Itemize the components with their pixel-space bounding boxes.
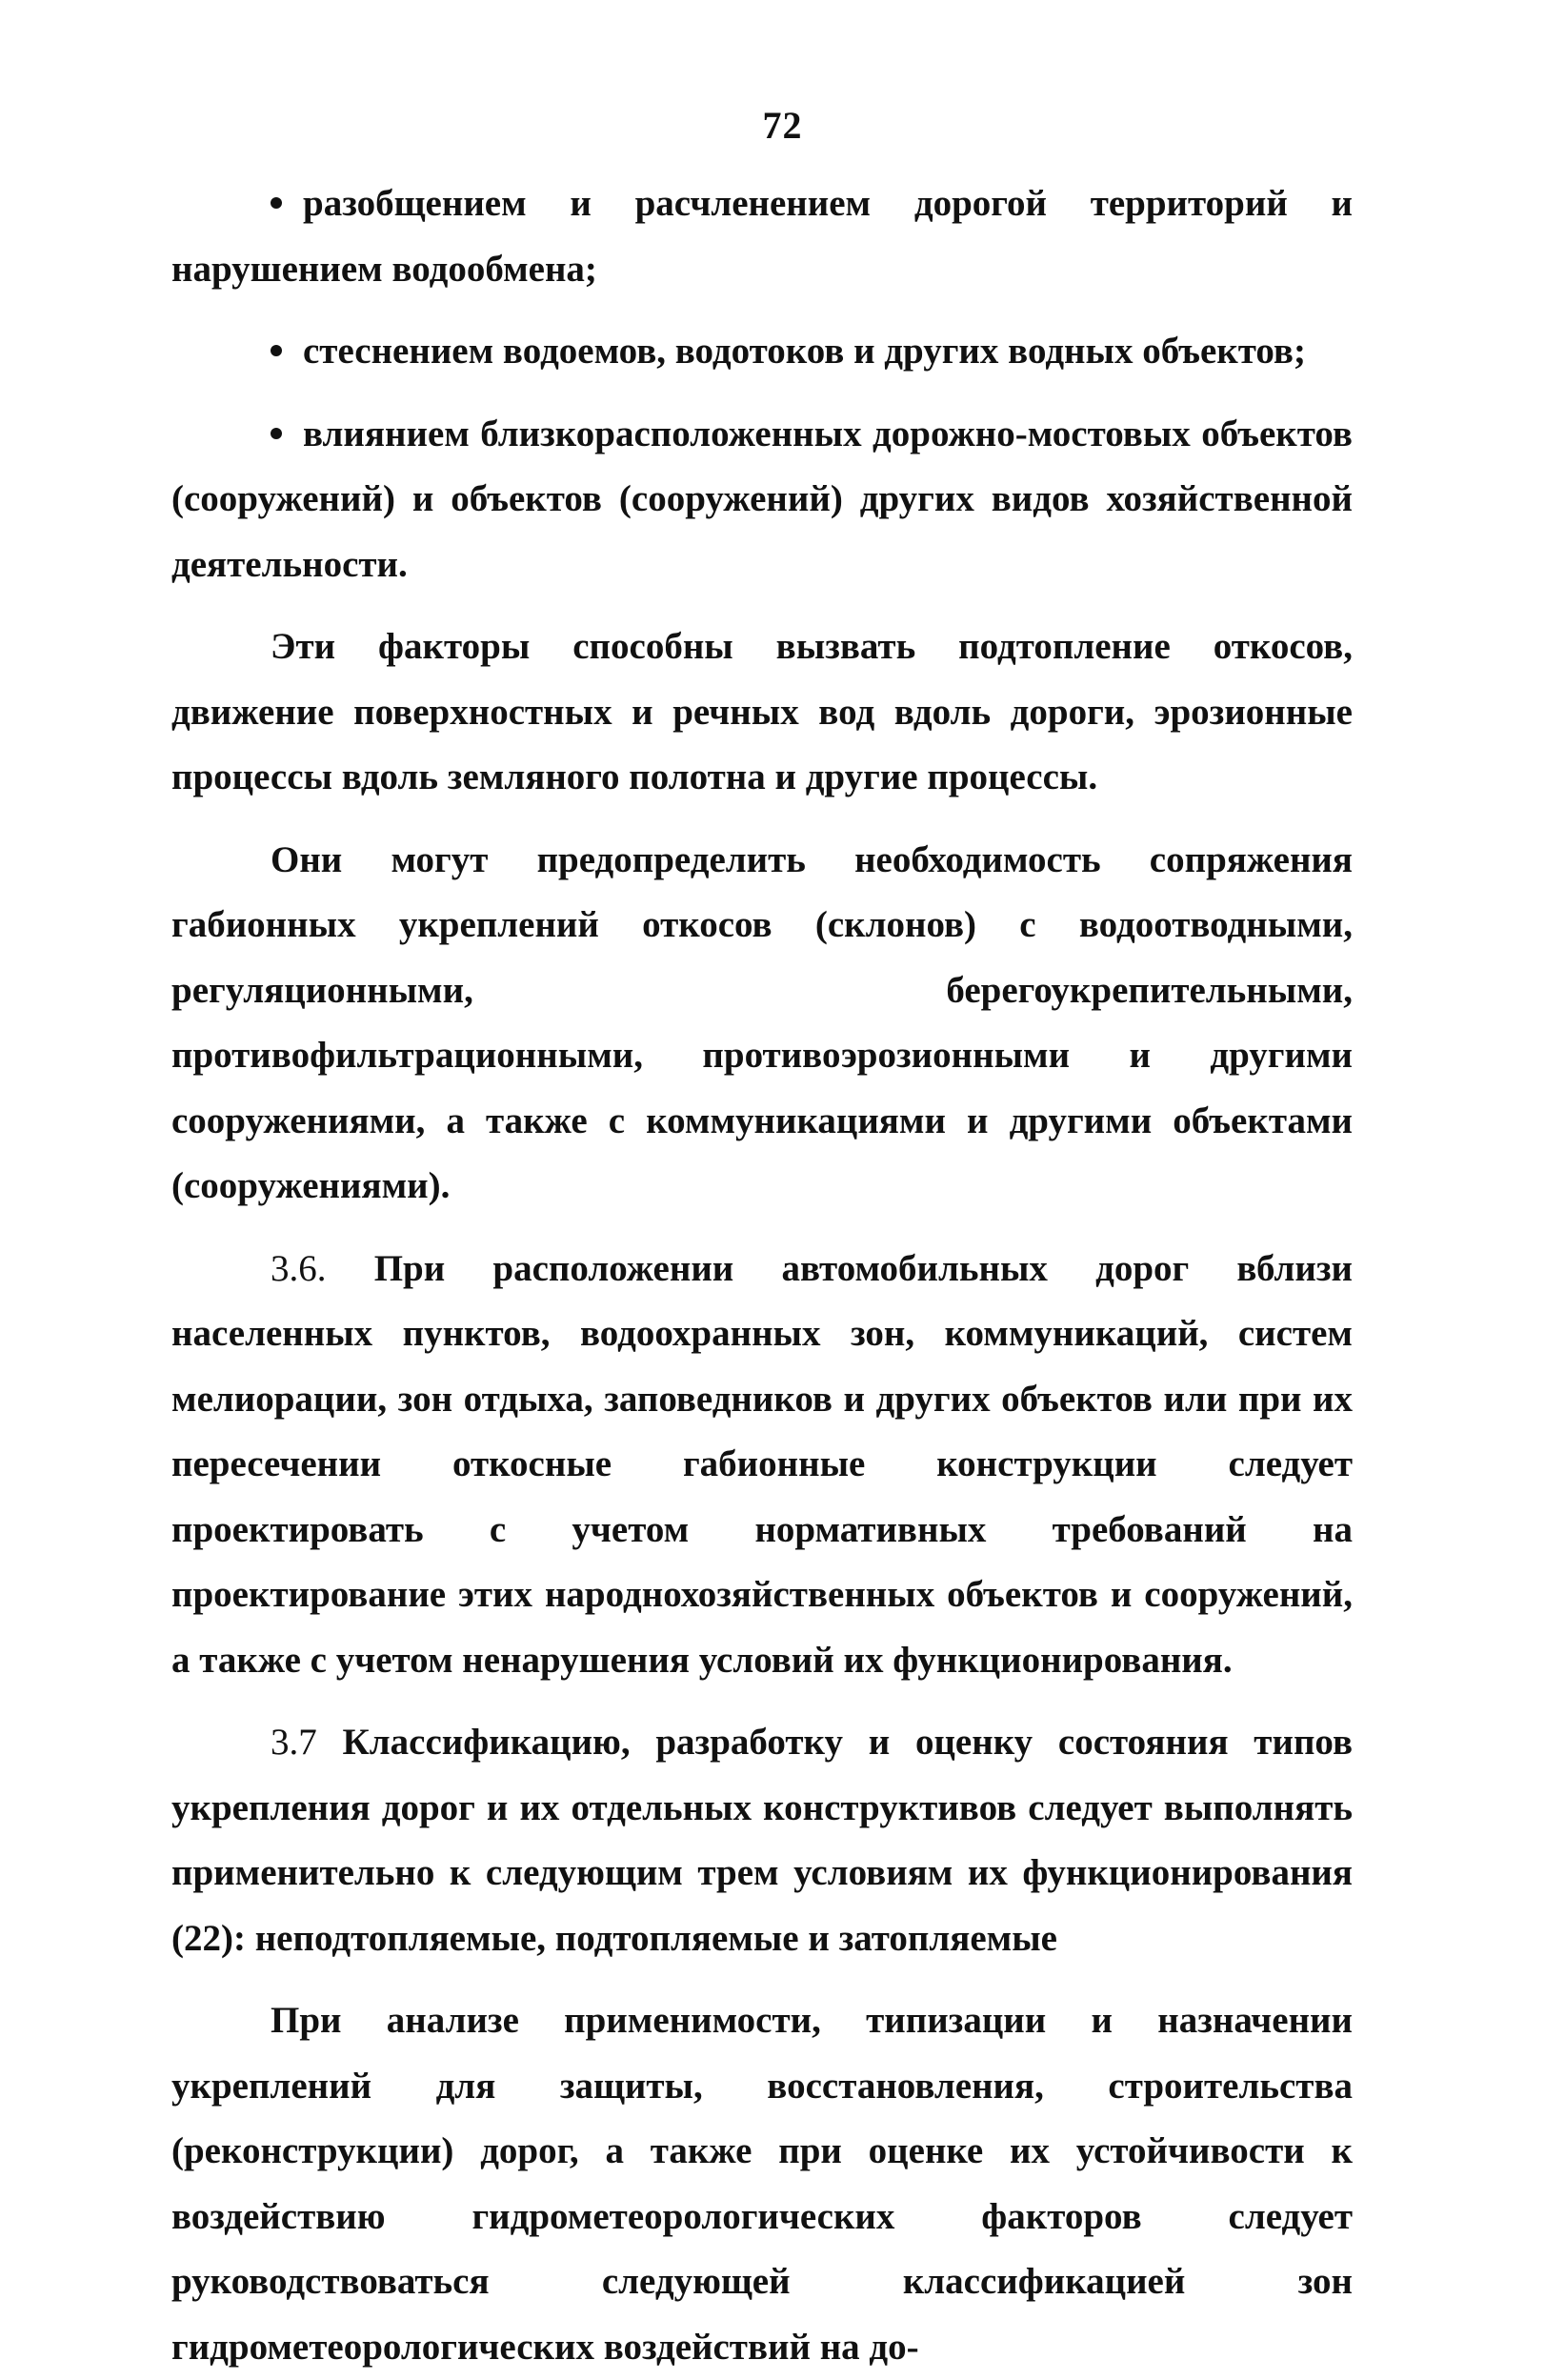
bullet-text: влиянием близкорасположенных дорожно-мостовых объектов (сооружений) и объектов (сооружений) других видов хозяйственной деятельности. (171, 413, 1353, 585)
bullet-item (171, 171, 1353, 302)
bullet-icon (271, 428, 282, 439)
item-text: При расположении автомобильных дорог вблизи населенных пунктов, водоохранных зон, коммуникаций, систем мелиорации, зон отдыха, заповедников и других объектов или при их пересечении откосные габионные конструкции следует проектировать с учетом нормативных требований на проектирование этих народнохозяйственных объектов и сооружений, а также с учетом ненарушения условий их функционирования. (171, 1247, 1353, 1681)
item-text: Классификацию, разработку и оценку состояния типов укрепления дорог и их отдельных конструктивов следует выполнять применительно к следующим трем условиям их функционирования (22): неподтопляемые, подтопляемые и затопляемые (171, 1722, 1353, 1959)
item-number: 3.7 (271, 1722, 317, 1763)
paragraph-item-3-7 (171, 1710, 1353, 1971)
item-number: 3.6. (271, 1247, 327, 1289)
bullet-icon (271, 345, 282, 356)
bullet-text: стеснением водоемов, водотоков и других водных объектов; (303, 331, 1306, 372)
paragraph-conjugation: Они могут предопределить необходимость сопряжения габионных укреплений откосов (склонов) с водоотводными, регуляционными, берегоукрепительными, противофильтрационными, противоэрозионными и другими сооружениями, а также с коммуникациями и другими объектами (сооружениями). (171, 838, 1353, 1206)
page-number: 72 (762, 104, 803, 147)
bullet-item (171, 402, 1353, 598)
bullet-icon (271, 197, 282, 209)
paragraph-analysis: При анализе применимости, типизации и назначении укреплений для защиты, восстановления, строительства (реконструкции) дорог, а также при оценке их устойчивости к воздействию гидрометеорологических факторов следует руководствоваться следующей классификацией зон гидрометеорологических воздействий на до- (171, 2000, 1353, 2368)
bullet-item (171, 319, 1353, 385)
paragraph-factors: Эти факторы способны вызвать подтопление откосов, движение поверхностных и речных вод вдоль дороги, эрозионные процессы вдоль земляного полотна и другие процессы. (171, 626, 1353, 797)
document-body (171, 171, 1353, 2380)
paragraph-item-3-6 (171, 1237, 1353, 1694)
bullet-text: разобщением и расчленением дорогой территорий и нарушением водообмена; (171, 183, 1353, 290)
